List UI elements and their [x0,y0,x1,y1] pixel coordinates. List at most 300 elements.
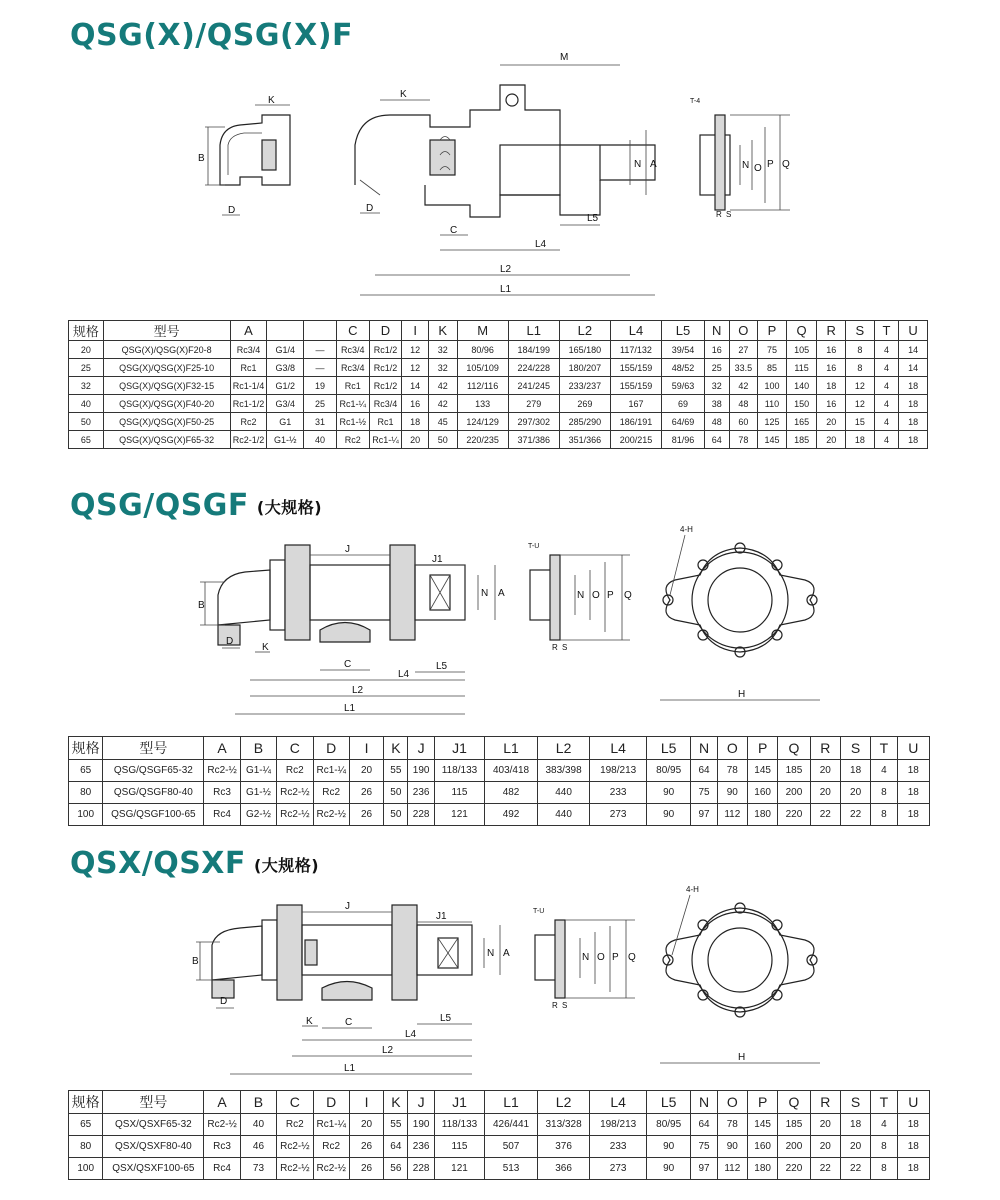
svg-text:L4: L4 [398,669,410,680]
table-cell: Rc2-½ [277,804,313,826]
svg-text:H: H [738,1052,746,1063]
table-cell: QSX/QSXF65-32 [103,1114,204,1136]
table-cell: 121 [434,804,485,826]
table-cell: QSX/QSXF80-40 [103,1136,204,1158]
column-header: Q [778,737,810,760]
table-cell: 90 [646,1158,690,1180]
table-cell: 59/63 [662,377,705,395]
svg-text:D: D [228,205,236,216]
column-header: T [871,737,897,760]
table-row [69,1136,930,1158]
table-cell: Rc1-¼ [369,431,402,449]
svg-text:R: R [552,1001,558,1010]
table-row [69,395,928,413]
table-cell: G1/2 [267,377,304,395]
table-cell: 20 [810,760,840,782]
svg-text:S: S [562,643,568,652]
svg-text:H: H [738,689,746,700]
table-cell: 228 [408,804,434,826]
table-cell: 40 [240,1114,276,1136]
table-cell: 50 [69,413,104,431]
table-cell: 90 [646,782,690,804]
table-cell: QSG(X)/QSG(X)F25-10 [103,359,230,377]
table-cell: 22 [810,804,840,826]
table-cell: 4 [871,1114,897,1136]
table-cell: 273 [590,804,647,826]
table-row [69,359,928,377]
svg-text:4-H: 4-H [680,525,693,534]
joint-main-view [198,544,505,714]
column-header: L5 [646,737,690,760]
table-cell: 220/235 [457,431,508,449]
table-cell: Rc1-¼ [313,1114,349,1136]
table-cell: Rc2-1/2 [230,431,267,449]
table-cell: 33.5 [729,359,758,377]
table-cell: 440 [537,804,590,826]
column-header: C [277,1091,313,1114]
drawing-qsx [0,880,1000,1085]
table-cell: 20 [840,782,870,804]
table-cell: 155/159 [610,377,661,395]
table-cell: 38 [704,395,729,413]
flange-end-view [690,98,790,219]
table-cell: 8 [871,1136,897,1158]
table-cell: 18 [897,804,930,826]
svg-text:L2: L2 [352,685,364,696]
table-cell: 100 [758,377,787,395]
table-cell: 224/228 [508,359,559,377]
table-cell: 12 [402,359,429,377]
table-cell: 18 [899,431,928,449]
table-cell: 233/237 [559,377,610,395]
table-cell: 4 [874,377,899,395]
table-cell: G2-½ [240,804,276,826]
table-cell: 112/116 [457,377,508,395]
table-cell: 18 [897,1136,930,1158]
table-cell: 184/199 [508,341,559,359]
table-cell: 25 [704,359,729,377]
table-cell: 118/133 [434,760,485,782]
column-header: L2 [537,737,590,760]
svg-text:J: J [345,901,350,912]
column-header: O [717,1091,747,1114]
table-cell: 18 [899,413,928,431]
table-header-row [69,321,928,341]
column-header: R [810,1091,840,1114]
column-header: N [691,737,717,760]
section-title-qsx: QSX/QSXF (大规格) [70,846,320,881]
table-cell: Rc1/2 [369,341,402,359]
table-cell: 8 [846,359,875,377]
table-cell: 78 [717,760,747,782]
svg-text:Q: Q [628,952,636,963]
table-cell: 145 [758,431,787,449]
table-cell: 165/180 [559,341,610,359]
column-header: L1 [508,321,559,341]
table-row [69,413,928,431]
table-cell: 115 [434,782,485,804]
column-header: N [704,321,729,341]
table-cell: 22 [810,1158,840,1180]
table-cell: 105/109 [457,359,508,377]
table-cell: 180 [747,804,777,826]
table-cell: 18 [899,395,928,413]
table-cell: 118/133 [434,1114,485,1136]
column-header: C [277,737,313,760]
table-cell: 90 [717,1136,747,1158]
table-cell: 50 [384,782,408,804]
column-header: L4 [590,1091,647,1114]
table-cell: 371/386 [508,431,559,449]
table-cell: Rc2-½ [313,1158,349,1180]
svg-text:L4: L4 [405,1029,417,1040]
column-header: A [204,737,240,760]
column-header: B [240,737,276,760]
table-cell: 18 [402,413,429,431]
table-row [69,1158,930,1180]
svg-text:N: N [582,952,590,963]
svg-text:R: R [716,210,722,219]
table-cell: 180/207 [559,359,610,377]
table-cell: 14 [899,359,928,377]
table-cell: 513 [485,1158,538,1180]
table-cell: 97 [691,804,717,826]
table-cell: 403/418 [485,760,538,782]
svg-text:L2: L2 [500,264,512,275]
column-header: L5 [646,1091,690,1114]
table-cell: 90 [717,782,747,804]
svg-text:P: P [607,590,614,601]
table-cell: QSX/QSXF100-65 [103,1158,204,1180]
table-cell: 64 [691,760,717,782]
table-cell: 198/213 [590,760,647,782]
table-cell: 12 [846,377,875,395]
table-cell: 160 [747,1136,777,1158]
table-cell: Rc3 [204,782,240,804]
flange-face-view [660,885,820,1063]
svg-text:T-U: T-U [533,908,545,915]
svg-text:N: N [577,590,585,601]
table-cell: G1 [267,413,304,431]
svg-text:B: B [198,600,205,611]
spec-table-qsg [68,736,930,826]
flange-face-view [660,525,820,700]
table-cell: 18 [899,377,928,395]
table-cell: 133 [457,395,508,413]
table-cell: 492 [485,804,538,826]
column-header [304,321,337,341]
table-cell: 4 [874,395,899,413]
svg-text:C: C [344,659,352,670]
column-header: P [747,737,777,760]
table-cell: 75 [758,341,787,359]
svg-text:L5: L5 [436,661,448,672]
table-cell: 14 [899,341,928,359]
table-cell: G1-¼ [240,760,276,782]
column-header: J [408,1091,434,1114]
svg-text:S: S [562,1001,568,1010]
table-cell: 16 [402,395,429,413]
table-cell: 297/302 [508,413,559,431]
svg-text:K: K [262,642,269,653]
table-cell: QSG/QSGF65-32 [103,760,204,782]
table-cell: 180 [747,1158,777,1180]
table-cell: 121 [434,1158,485,1180]
svg-text:J1: J1 [436,911,447,922]
svg-text:O: O [592,590,600,601]
table-cell: 20 [817,431,846,449]
table-cell: 18 [897,782,930,804]
svg-text:R: R [552,643,558,652]
table-cell: 279 [508,395,559,413]
table-cell: 482 [485,782,538,804]
drawing-qsgx [0,45,1000,315]
column-header: L1 [485,1091,538,1114]
table-body [69,760,930,826]
table-cell: 20 [69,341,104,359]
table-cell: 26 [349,1158,383,1180]
table-cell: 18 [897,1158,930,1180]
table-cell: 100 [69,1158,103,1180]
table-cell: 12 [402,341,429,359]
table-cell: 8 [871,782,897,804]
table-cell: 117/132 [610,341,661,359]
table-cell: 190 [408,760,434,782]
column-header: I [402,321,429,341]
table-cell: 20 [810,1136,840,1158]
table-cell: Rc2-½ [277,1136,313,1158]
table-cell: 78 [729,431,758,449]
table-cell: 269 [559,395,610,413]
table-cell: 186/191 [610,413,661,431]
table-cell: 14 [402,377,429,395]
table-row [69,431,928,449]
column-header: 规格 [69,737,103,760]
table-cell: 4 [874,413,899,431]
table-cell: 45 [428,413,457,431]
table-cell: 22 [840,1158,870,1180]
svg-text:O: O [597,952,605,963]
table-cell: 64 [691,1114,717,1136]
table-cell: 4 [874,341,899,359]
table-cell: 65 [69,431,104,449]
column-header: 规格 [69,1091,103,1114]
table-cell: 185 [778,760,810,782]
table-cell: 20 [840,1136,870,1158]
column-header: O [717,737,747,760]
column-header: U [899,321,928,341]
column-header: L2 [537,1091,590,1114]
section-title-qsgx: QSG(X)/QSG(X)F [70,18,354,53]
table-cell: 32 [704,377,729,395]
table-cell: 185 [778,1114,810,1136]
table-cell: Rc2 [336,431,369,449]
column-header: L1 [485,737,538,760]
table-cell: Rc1 [369,413,402,431]
table-cell: QSG(X)/QSG(X)F40-20 [103,395,230,413]
svg-text:A: A [503,948,510,959]
table-cell: 20 [810,782,840,804]
table-row [69,1114,930,1136]
table-cell: 64 [704,431,729,449]
table-cell: 26 [349,1136,383,1158]
table-cell: 25 [69,359,104,377]
table-cell: 4 [874,431,899,449]
table-cell: 50 [384,804,408,826]
column-header: L4 [590,737,647,760]
table-cell: 64 [384,1136,408,1158]
table-cell: 228 [408,1158,434,1180]
table-cell: Rc1/2 [369,377,402,395]
table-cell: 233 [590,782,647,804]
table-cell: 19 [304,377,337,395]
table-cell: Rc2 [277,1114,313,1136]
table-cell: 124/129 [457,413,508,431]
table-cell: G3/8 [267,359,304,377]
table-cell: Rc4 [204,1158,240,1180]
column-header: J [408,737,434,760]
table-cell: 160 [747,782,777,804]
table-row [69,377,928,395]
column-header: S [846,321,875,341]
table-cell: Rc2-½ [204,1114,240,1136]
svg-text:Q: Q [782,159,790,170]
table-cell: 69 [662,395,705,413]
svg-text:C: C [450,225,458,236]
table-cell: 200 [778,1136,810,1158]
table-cell: 220 [778,804,810,826]
table-cell: 313/328 [537,1114,590,1136]
table-cell: 112 [717,804,747,826]
table-cell: QSG(X)/QSG(X)F65-32 [103,431,230,449]
table-cell: 42 [428,395,457,413]
table-cell: QSG(X)/QSG(X)F50-25 [103,413,230,431]
column-header: A [204,1091,240,1114]
table-cell: 50 [428,431,457,449]
svg-text:P: P [612,952,619,963]
column-header: D [313,1091,349,1114]
column-header: J1 [434,1091,485,1114]
column-header: L5 [662,321,705,341]
table-cell: 55 [384,1114,408,1136]
column-header: C [336,321,369,341]
table-cell: 236 [408,1136,434,1158]
svg-text:L5: L5 [440,1013,452,1024]
svg-text:K: K [306,1016,313,1027]
table-cell: 75 [691,782,717,804]
table-cell: 273 [590,1158,647,1180]
column-header: J1 [434,737,485,760]
column-header: N [691,1091,717,1114]
table-cell: 241/245 [508,377,559,395]
column-header: O [729,321,758,341]
table-cell: 233 [590,1136,647,1158]
table-cell: 26 [349,804,383,826]
table-cell: — [304,359,337,377]
svg-text:M: M [560,52,569,63]
table-cell: Rc2-½ [313,804,349,826]
column-header: Q [778,1091,810,1114]
svg-text:Q: Q [624,590,632,601]
svg-text:D: D [226,636,234,647]
table-cell: 40 [69,395,104,413]
table-cell: 190 [408,1114,434,1136]
svg-text:A: A [498,588,505,599]
column-header: T [874,321,899,341]
table-cell: 27 [729,341,758,359]
table-cell: 18 [840,760,870,782]
table-cell: 115 [434,1136,485,1158]
table-cell: 12 [846,395,875,413]
table-cell: Rc1-½ [336,413,369,431]
svg-text:S: S [726,210,732,219]
svg-text:P: P [767,159,774,170]
flange-end-view [533,908,636,1010]
table-cell: 376 [537,1136,590,1158]
table-cell: QSG(X)/QSG(X)F20-8 [103,341,230,359]
column-header: K [428,321,457,341]
column-header: 规格 [69,321,104,341]
table-cell: 90 [646,1136,690,1158]
table-cell: 26 [349,782,383,804]
table-row [69,782,930,804]
table-cell: Rc2-½ [277,1158,313,1180]
table-cell: 220 [778,1158,810,1180]
table-cell: 145 [747,760,777,782]
column-header: S [840,1091,870,1114]
table-cell: 16 [817,359,846,377]
svg-text:N: N [634,159,642,170]
table-cell: 80 [69,782,103,804]
table-cell: G1/4 [267,341,304,359]
svg-text:K: K [400,89,407,100]
table-cell: 16 [817,395,846,413]
table-cell: Rc2-½ [277,782,313,804]
column-header: 型号 [103,321,230,341]
table-cell: 110 [758,395,787,413]
column-header: L4 [610,321,661,341]
table-cell: 18 [897,760,930,782]
table-cell: 4 [871,760,897,782]
table-cell: 80 [69,1136,103,1158]
table-cell: Rc3/4 [369,395,402,413]
table-cell: 60 [729,413,758,431]
svg-text:A: A [650,159,657,170]
table-cell: Rc2 [230,413,267,431]
table-cell: 80/95 [646,760,690,782]
table-cell: 75 [691,1136,717,1158]
table-cell: 32 [428,359,457,377]
table-cell: 167 [610,395,661,413]
table-cell: 42 [428,377,457,395]
table-cell: 440 [537,782,590,804]
table-cell: 507 [485,1136,538,1158]
spec-table-qsgx [68,320,928,449]
table-cell: 16 [704,341,729,359]
svg-text:L1: L1 [344,703,356,714]
spec-table-qsx [68,1090,930,1180]
table-cell: Rc1-¼ [336,395,369,413]
svg-text:T-U: T-U [528,543,540,550]
table-cell: 20 [817,413,846,431]
svg-text:L5: L5 [587,213,599,224]
table-cell: 73 [240,1158,276,1180]
column-header: L2 [559,321,610,341]
table-cell: 31 [304,413,337,431]
table-body [69,341,928,449]
svg-text:L1: L1 [344,1063,356,1074]
table-cell: 4 [874,359,899,377]
